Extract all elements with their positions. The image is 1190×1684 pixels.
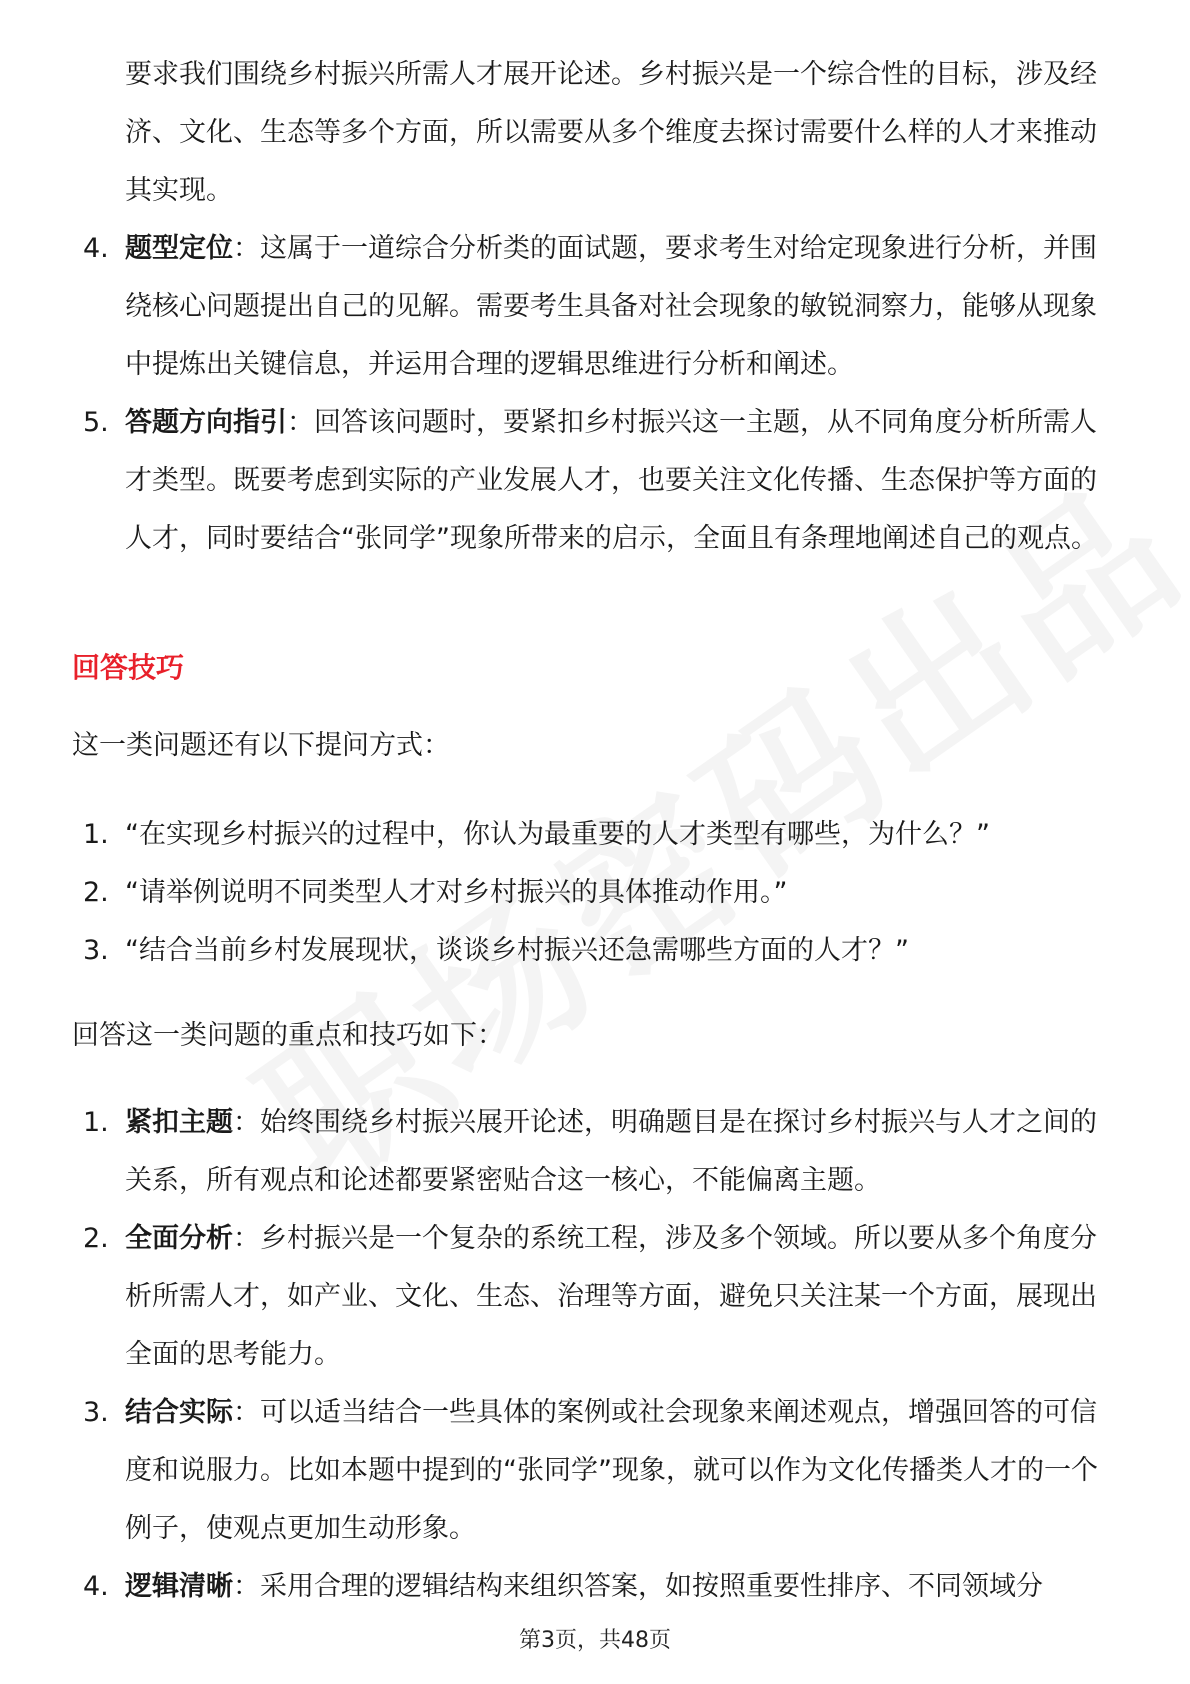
item-text: ：回答该问题时，要紧扣乡村振兴这一主题，从不同角度分析所需人才类型。既要考虑到实际的产业发展人才，也要关注文化传播、生态保护等方面的人才，同时要结合“张同学”现象所带来的启示，全面且有条理地阐述自己的观点。 <box>125 407 1098 554</box>
item-text: “结合当前乡村发展现状，谈谈乡村振兴还急需哪些方面的人才？” <box>125 935 909 966</box>
item-term: 答题方向指引 <box>125 407 287 438</box>
list-number: 1. <box>83 1107 109 1138</box>
item-term: 逻辑清晰 <box>125 1571 233 1602</box>
item-text: ：可以适当结合一些具体的案例或社会现象来阐述观点，增强回答的可信度和说服力。比如本题中提到的“张同学”现象，就可以作为文化传播类人才的一个例子，使观点更加生动形象。 <box>125 1397 1098 1544</box>
list-number: 1. <box>83 819 109 850</box>
section-heading: 回答技巧 <box>72 651 185 684</box>
list-item <box>83 1210 1115 1384</box>
item-term: 紧扣主题 <box>125 1107 233 1138</box>
list-number: 4. <box>83 233 109 264</box>
list-number: 4. <box>83 1571 109 1602</box>
list-item <box>83 922 1115 980</box>
list-item <box>83 1384 1115 1558</box>
tips-intro: 回答这一类问题的重点和技巧如下： <box>72 1020 504 1051</box>
page-footer: 第3页，共48页 <box>519 1628 671 1653</box>
list-number: 2. <box>83 1223 109 1254</box>
list-item <box>83 220 1115 394</box>
tips-list <box>83 1094 1115 1616</box>
list-number: 3. <box>83 935 109 966</box>
list-number: 3. <box>83 1397 109 1428</box>
item-text: ：这属于一道综合分析类的面试题，要求考生对给定现象进行分析，并围绕核心问题提出自己的见解。需要考生具备对社会现象的敏锐洞察力，能够从现象中提炼出关键信息，并运用合理的逻辑思维进行分析和阐述。 <box>125 233 1097 380</box>
ways-intro: 这一类问题还有以下提问方式： <box>72 730 450 761</box>
list-item <box>83 806 1115 864</box>
list-item <box>83 1558 1115 1616</box>
question-list <box>83 806 1115 980</box>
item-text: ：乡村振兴是一个复杂的系统工程，涉及多个领域。所以要从多个角度分析所需人才，如产业、文化、生态、治理等方面，避免只关注某一个方面，展现出全面的思考能力。 <box>125 1223 1097 1370</box>
item-text: “请举例说明不同类型人才对乡村振兴的具体推动作用。” <box>125 877 788 908</box>
item-text: ：采用合理的逻辑结构来组织答案，如按照重要性排序、不同领域分 <box>233 1571 1043 1602</box>
item-text: ：始终围绕乡村振兴展开论述，明确题目是在探讨乡村振兴与人才之间的关系，所有观点和论述都要紧密贴合这一核心，不能偏离主题。 <box>125 1107 1097 1196</box>
item-text: “在实现乡村振兴的过程中，你认为最重要的人才类型有哪些，为什么？” <box>125 819 990 850</box>
list-item <box>83 864 1115 922</box>
list-item <box>83 394 1115 568</box>
intro-continuation: 要求我们围绕乡村振兴所需人才展开论述。乡村振兴是一个综合性的目标，涉及经济、文化、生态等多个方面，所以需要从多个维度去探讨需要什么样的人才来推动其实现。 <box>125 59 1097 206</box>
item-term: 题型定位 <box>125 233 233 264</box>
list-number: 5. <box>83 407 109 438</box>
list-item <box>83 1094 1115 1210</box>
item-term: 结合实际 <box>125 1397 233 1428</box>
analysis-list <box>83 220 1115 568</box>
list-number: 2. <box>83 877 109 908</box>
item-term: 全面分析 <box>125 1223 233 1254</box>
